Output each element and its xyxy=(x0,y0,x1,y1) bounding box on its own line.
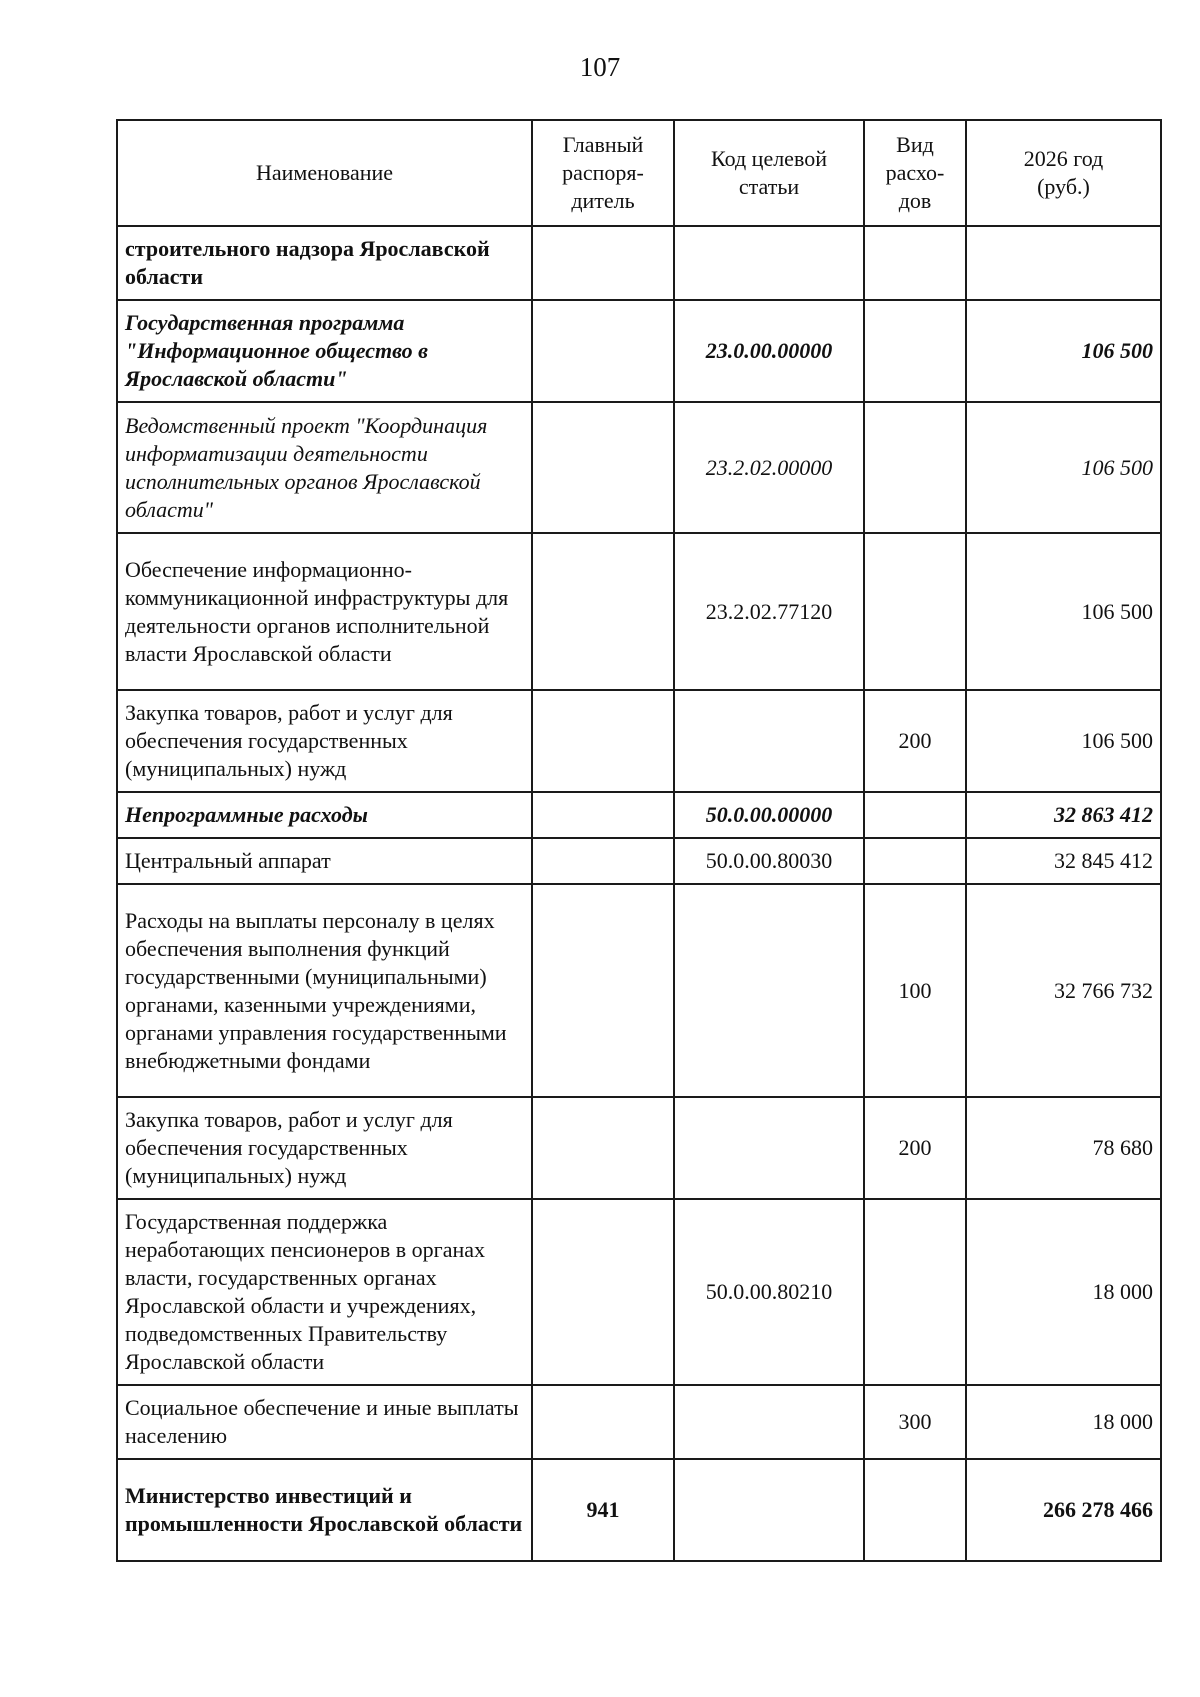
cell-name: Социальное обеспечение и иные выплаты населению xyxy=(117,1385,532,1459)
cell-type: 100 xyxy=(864,884,966,1097)
table-row xyxy=(117,792,1161,838)
cell-name: Закупка товаров, работ и услуг для обеспечения государственных (муниципальных) нужд xyxy=(117,1097,532,1199)
table-header-row xyxy=(117,120,1161,226)
header-code xyxy=(674,120,864,226)
cell-type: 200 xyxy=(864,1097,966,1199)
cell-type: 200 xyxy=(864,690,966,792)
table-body xyxy=(117,226,1161,1561)
cell-admin xyxy=(532,1199,674,1385)
cell-name: Министерство инвестиций и промышленности Ярославской области xyxy=(117,1459,532,1561)
header-type xyxy=(864,120,966,226)
cell-type xyxy=(864,402,966,533)
table-row xyxy=(117,402,1161,533)
cell-code: 50.0.00.80030 xyxy=(674,838,864,884)
cell-sum: 106 500 xyxy=(966,300,1161,402)
table-row xyxy=(117,1199,1161,1385)
cell-code xyxy=(674,226,864,300)
cell-admin xyxy=(532,533,674,690)
cell-sum: 18 000 xyxy=(966,1385,1161,1459)
header-admin xyxy=(532,120,674,226)
header-code-line: Код целевой xyxy=(711,146,827,171)
cell-admin: 941 xyxy=(532,1459,674,1561)
table-row xyxy=(117,1459,1161,1561)
header-type-line: Вид xyxy=(896,132,934,157)
cell-admin xyxy=(532,792,674,838)
cell-code xyxy=(674,1097,864,1199)
cell-type xyxy=(864,226,966,300)
cell-sum: 106 500 xyxy=(966,690,1161,792)
page-number: 107 xyxy=(579,52,621,82)
cell-name: Центральный аппарат xyxy=(117,838,532,884)
budget-table xyxy=(116,119,1162,1562)
header-admin-line: дитель xyxy=(571,188,635,213)
cell-name: Обеспечение информационно-коммуникационной инфраструктуры для деятельности органов исполнительной власти Ярославской области xyxy=(117,533,532,690)
cell-sum: 32 845 412 xyxy=(966,838,1161,884)
table-row xyxy=(117,1097,1161,1199)
table-row xyxy=(117,690,1161,792)
cell-sum: 32 766 732 xyxy=(966,884,1161,1097)
cell-name: Государственная программа "Информационное общество в Ярославской области" xyxy=(117,300,532,402)
cell-admin xyxy=(532,226,674,300)
cell-type: 300 xyxy=(864,1385,966,1459)
cell-sum: 266 278 466 xyxy=(966,1459,1161,1561)
table-row xyxy=(117,838,1161,884)
cell-sum: 18 000 xyxy=(966,1199,1161,1385)
cell-type xyxy=(864,533,966,690)
table-row xyxy=(117,1385,1161,1459)
header-type-line: дов xyxy=(898,188,932,213)
cell-code xyxy=(674,690,864,792)
cell-admin xyxy=(532,1385,674,1459)
cell-name: Расходы на выплаты персоналу в целях обеспечения выполнения функций государственными (муниципальными) органами, казенными учреждениями, органами управления государственными внебюджетными фондами xyxy=(117,884,532,1097)
cell-type xyxy=(864,300,966,402)
cell-admin xyxy=(532,884,674,1097)
table-row xyxy=(117,533,1161,690)
cell-code xyxy=(674,1385,864,1459)
cell-admin xyxy=(532,1097,674,1199)
cell-admin xyxy=(532,690,674,792)
cell-type xyxy=(864,838,966,884)
cell-name: строительного надзора Ярославской области xyxy=(117,226,532,300)
cell-sum: 32 863 412 xyxy=(966,792,1161,838)
cell-name: Непрограммные расходы xyxy=(117,792,532,838)
header-type-line: расхо- xyxy=(885,160,945,185)
cell-type xyxy=(864,1459,966,1561)
cell-code xyxy=(674,1459,864,1561)
cell-admin xyxy=(532,402,674,533)
header-admin-line: распоря- xyxy=(562,160,644,185)
cell-admin xyxy=(532,300,674,402)
cell-name: Ведомственный проект "Координация информатизации деятельности исполнительных органов Ярославской области" xyxy=(117,402,532,533)
header-name: Наименование xyxy=(117,120,532,226)
cell-admin xyxy=(532,838,674,884)
cell-code: 23.2.02.00000 xyxy=(674,402,864,533)
table-row xyxy=(117,300,1161,402)
header-sum xyxy=(966,120,1161,226)
header-code-line: статьи xyxy=(738,174,800,199)
cell-sum: 78 680 xyxy=(966,1097,1161,1199)
cell-type xyxy=(864,792,966,838)
cell-name: Государственная поддержка неработающих пенсионеров в органах власти, государственных органах Ярославской области и учреждениях, подведомственных Правительству Ярославской области xyxy=(117,1199,532,1385)
header-sum-line: 2026 год xyxy=(1023,146,1104,171)
table-row xyxy=(117,884,1161,1097)
cell-sum xyxy=(966,226,1161,300)
cell-code: 23.0.00.00000 xyxy=(674,300,864,402)
cell-code xyxy=(674,884,864,1097)
cell-type xyxy=(864,1199,966,1385)
cell-name: Закупка товаров, работ и услуг для обеспечения государственных (муниципальных) нужд xyxy=(117,690,532,792)
cell-sum: 106 500 xyxy=(966,402,1161,533)
cell-code: 50.0.00.00000 xyxy=(674,792,864,838)
header-sum-line: (руб.) xyxy=(1037,174,1090,199)
cell-code: 23.2.02.77120 xyxy=(674,533,864,690)
cell-sum: 106 500 xyxy=(966,533,1161,690)
table-row xyxy=(117,226,1161,300)
header-admin-line: Главный xyxy=(562,132,644,157)
cell-code: 50.0.00.80210 xyxy=(674,1199,864,1385)
